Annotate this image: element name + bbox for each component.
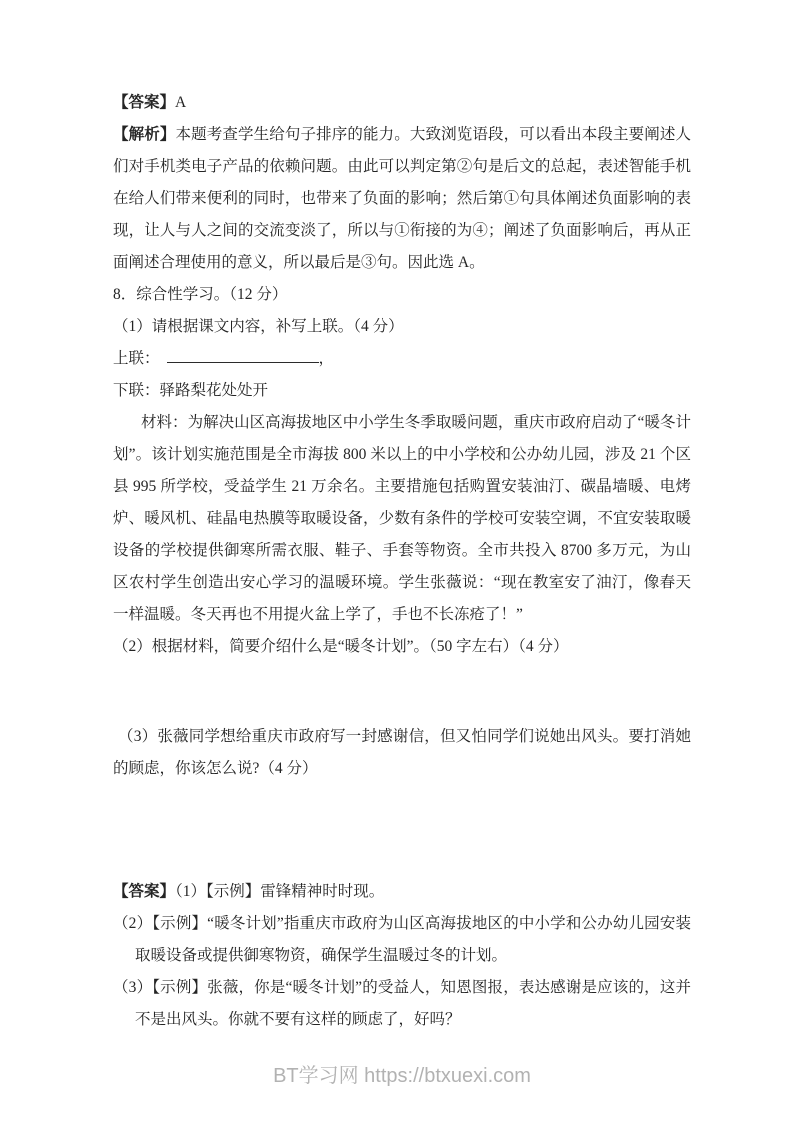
answer-label: 【答案】 bbox=[113, 94, 176, 111]
question-8-part3-prompt: （3）张薇同学想给重庆市政府写一封感谢信，但又怕同学们说她出风头。要打消她的顾虑，你该怎么说?（4 分） bbox=[113, 728, 691, 777]
couplet-lower-label: 下联： bbox=[113, 382, 160, 399]
couplet-lower-text: 驿路梨花处处开 bbox=[159, 382, 269, 399]
question8-answer-part2: （2）【示例】“暖冬计划”指重庆市政府为山区高海拔地区的中小学和公办幼儿园安装取暖设备或提供御寒物资，确保学生温暖过冬的计划。 bbox=[113, 915, 691, 964]
couplet-blank-underline bbox=[167, 346, 319, 363]
answer-value: A bbox=[175, 94, 187, 111]
question8-answers-part1-line bbox=[113, 876, 691, 908]
material-paragraph bbox=[113, 407, 691, 631]
analysis-label: 【解析】 bbox=[113, 126, 176, 143]
question-8-part2-prompt: （2）根据材料，简要介绍什么是“暖冬计划”。（50 字左右）（4 分） bbox=[113, 638, 569, 655]
couplet-upper-line bbox=[113, 343, 691, 375]
material-text: 为解决山区高海拔地区中小学生冬季取暖问题，重庆市政府启动了“暖冬计划”。该计划实施范围是全市海拔 800 米以上的中小学校和公办幼儿园，涉及 21 个区县 995 所学校，受益学生 21 万余名。主要措施包括购置安装油汀、碳晶墙暖、电烤炉、暖风机、硅晶电热膜等取暖设备，少数有条件的学校可安装空调，不宜安装取暖设备的学校提供御寒所需衣服、鞋子、手套等物资。全市共投入 8700 多万元，为山区农村学生创造出安心学习的温暖环境。学生张薇说：“现在教室安了油汀，像春天一样温暖。冬天再也不用提火盆上学了，手也不长冻疮了！” bbox=[113, 414, 691, 623]
question8-answer-part1: （1）【示例】雷锋精神时时现。 bbox=[175, 883, 385, 900]
question8-answer-part3: （3）【示例】张薇，你是“暖冬计划”的受益人，知恩图报，表达感谢是应该的，这并不是出风头。你就不要有这样的顾虑了，好吗？ bbox=[113, 979, 691, 1028]
question7-analysis-paragraph bbox=[113, 119, 691, 279]
couplet-lower-line bbox=[113, 375, 691, 407]
answer-writing-space-part3 bbox=[113, 785, 691, 876]
site-watermark: BT学习网 https://btxuexi.com bbox=[273, 1065, 531, 1087]
material-label: 材料： bbox=[141, 414, 188, 431]
couplet-upper-label: 上联： bbox=[113, 350, 160, 367]
analysis-text: 本题考查学生给句子排序的能力。大致浏览语段，可以看出本段主要阐述人们对手机类电子产品的依赖问题。由此可以判定第②句是后文的总起，表述智能手机在给人们带来便利的同时，也带来了负面的影响；然后第①句具体阐述负面影响的表现，让人与人之间的交流变淡了，所以与①衔接的为④；阐述了负面影响后，再从正面阐述合理使用的意义，所以最后是③句。因此选 A。 bbox=[113, 126, 691, 271]
answer-writing-space-part2 bbox=[113, 663, 691, 721]
couplet-upper-suffix: ， bbox=[318, 350, 335, 367]
question7-answer-line bbox=[113, 87, 691, 119]
question8-answers-label: 【答案】 bbox=[113, 883, 176, 900]
question-8-heading: 8．综合性学习。（12 分） bbox=[113, 286, 288, 303]
question-8-part1-prompt: （1）请根据课文内容，补写上联。（4 分） bbox=[113, 318, 404, 335]
